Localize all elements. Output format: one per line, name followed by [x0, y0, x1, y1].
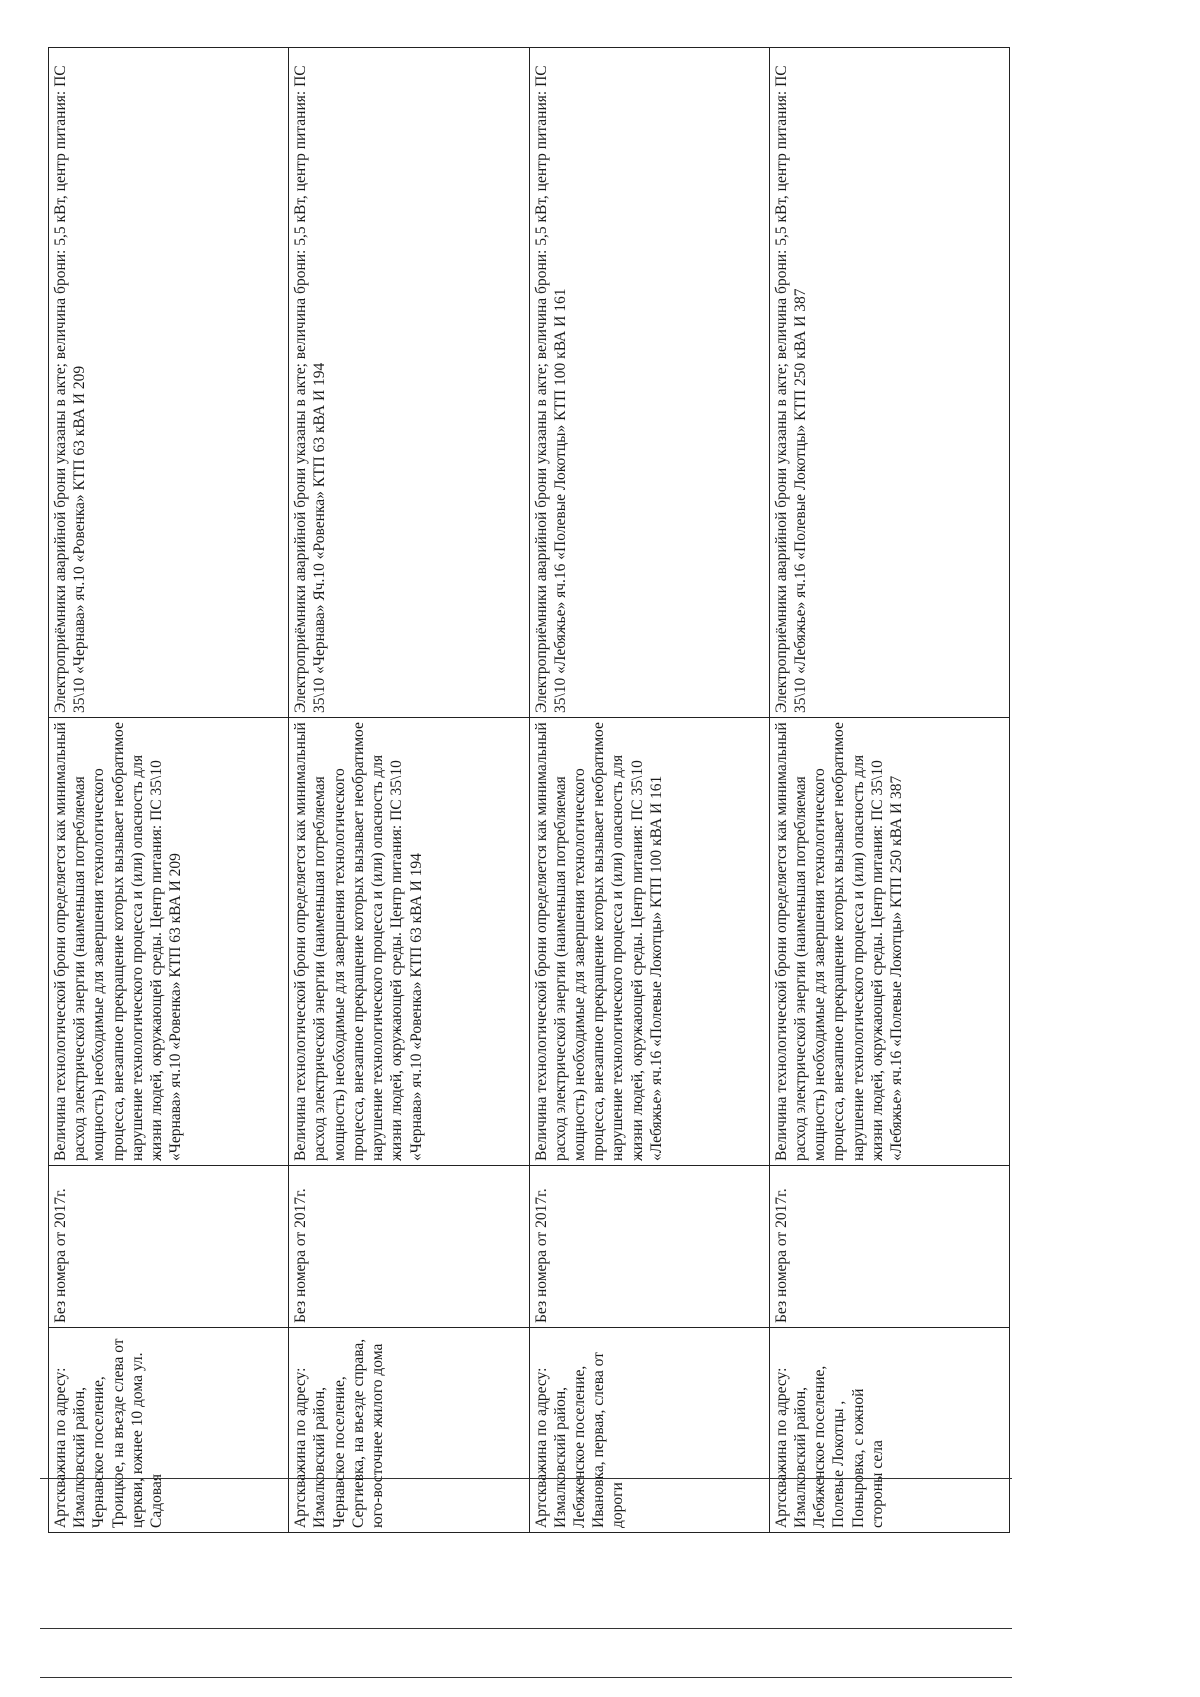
rotated-table-container	[48, 48, 1010, 1533]
signature-line	[40, 1677, 1012, 1678]
emergency-reserve-cell: Электроприёмники аварийной брони указаны в акте; величина брони: 5,5 кВт, центр питания: ПС 35\10 «Чернава» Яч.10 «Ровенка» КТП 63 кВА И 194	[289, 48, 529, 718]
document-cell: Без номера от 2017г.	[49, 1166, 289, 1328]
tech-reserve-cell: Величина технологической брони определяется как минимальный расход электрической энергии (наименьшая потребляемая мощность) необходимые для завершения технологического процесса, внезапное прекращение которых вызывает необратимое нарушение технологического процесса и (или) опасность для жизни людей, окружающей среды. Центр питания: ПС 35\10 «Чернава» яч.10 «Ровенка» КТП 63 кВА И 194	[289, 718, 529, 1166]
address-cell: Артскважина по адресу: Измалковский район, Лебяженское поселение, Полевые Локотцы , Поныровка, с южной стороны села	[769, 1328, 1009, 1533]
tech-reserve-cell: Величина технологической брони определяется как минимальный расход электрической энергии (наименьшая потребляемая мощность) необходимые для завершения технологического процесса, внезапное прекращение которых вызывает необратимое нарушение технологического процесса и (или) опасность для жизни людей, окружающей среды. Центр питания: ПС 35\10 «Чернава» яч.10 «Ровенка» КТП 63 кВА И 209	[49, 718, 289, 1166]
address-cell: Артскважина по адресу: Измалковский район, Лебяженское поселение, Ивановка, первая, слева от дороги	[529, 1328, 769, 1533]
document-cell: Без номера от 2017г.	[289, 1166, 529, 1328]
emergency-reserve-cell: Электроприёмники аварийной брони указаны в акте; величина брони: 5,5 кВт, центр питания: ПС 35\10 «Лебяжье» яч.16 «Полевые Локотцы» КТП 250 кВА И 387	[769, 48, 1009, 718]
table-row	[49, 48, 289, 1533]
tech-reserve-cell: Величина технологической брони определяется как минимальный расход электрической энергии (наименьшая потребляемая мощность) необходимые для завершения технологического процесса, внезапное прекращение которых вызывает необратимое нарушение технологического процесса и (или) опасность для жизни людей, окружающей среды. Центр питания: ПС 35\10 «Лебяжье» яч.16 «Полевые Локотцы» КТП 100 кВА И 161	[529, 718, 769, 1166]
emergency-reserve-cell: Электроприёмники аварийной брони указаны в акте; величина брони: 5,5 кВт, центр питания: ПС 35\10 «Чернава» яч.10 «Ровенка» КТП 63 кВА И 209	[49, 48, 289, 718]
document-cell: Без номера от 2017г.	[769, 1166, 1009, 1328]
reserve-table	[48, 47, 1010, 1533]
table-row	[769, 48, 1009, 1533]
emergency-reserve-cell: Электроприёмники аварийной брони указаны в акте; величина брони: 5,5 кВт, центр питания: ПС 35\10 «Лебяжье» яч.16 «Полевые Локотцы» КТП 100 кВА И 161	[529, 48, 769, 718]
table-row	[289, 48, 529, 1533]
tech-reserve-cell: Величина технологической брони определяется как минимальный расход электрической энергии (наименьшая потребляемая мощность) необходимые для завершения технологического процесса, внезапное прекращение которых вызывает необратимое нарушение технологического процесса и (или) опасность для жизни людей, окружающей среды. Центр питания: ПС 35\10 «Лебяжье» яч.16 «Полевые Локотцы» КТП 250 кВА И 387	[769, 718, 1009, 1166]
signature-line	[40, 1628, 1012, 1629]
table-row	[529, 48, 769, 1533]
document-cell: Без номера от 2017г.	[529, 1166, 769, 1328]
address-cell: Артскважина по адресу: Измалковский район, Чернавское поселение, Сергиевка, на въезде справа, юго-восточнее жилого дома	[289, 1328, 529, 1533]
address-cell: Артскважина по адресу: Измалковский район, Чернавское поселение, Троицкое, на въезде слева от церкви, южнее 10 дома ул. Садовая	[49, 1328, 289, 1533]
signature-line	[40, 1478, 1012, 1479]
